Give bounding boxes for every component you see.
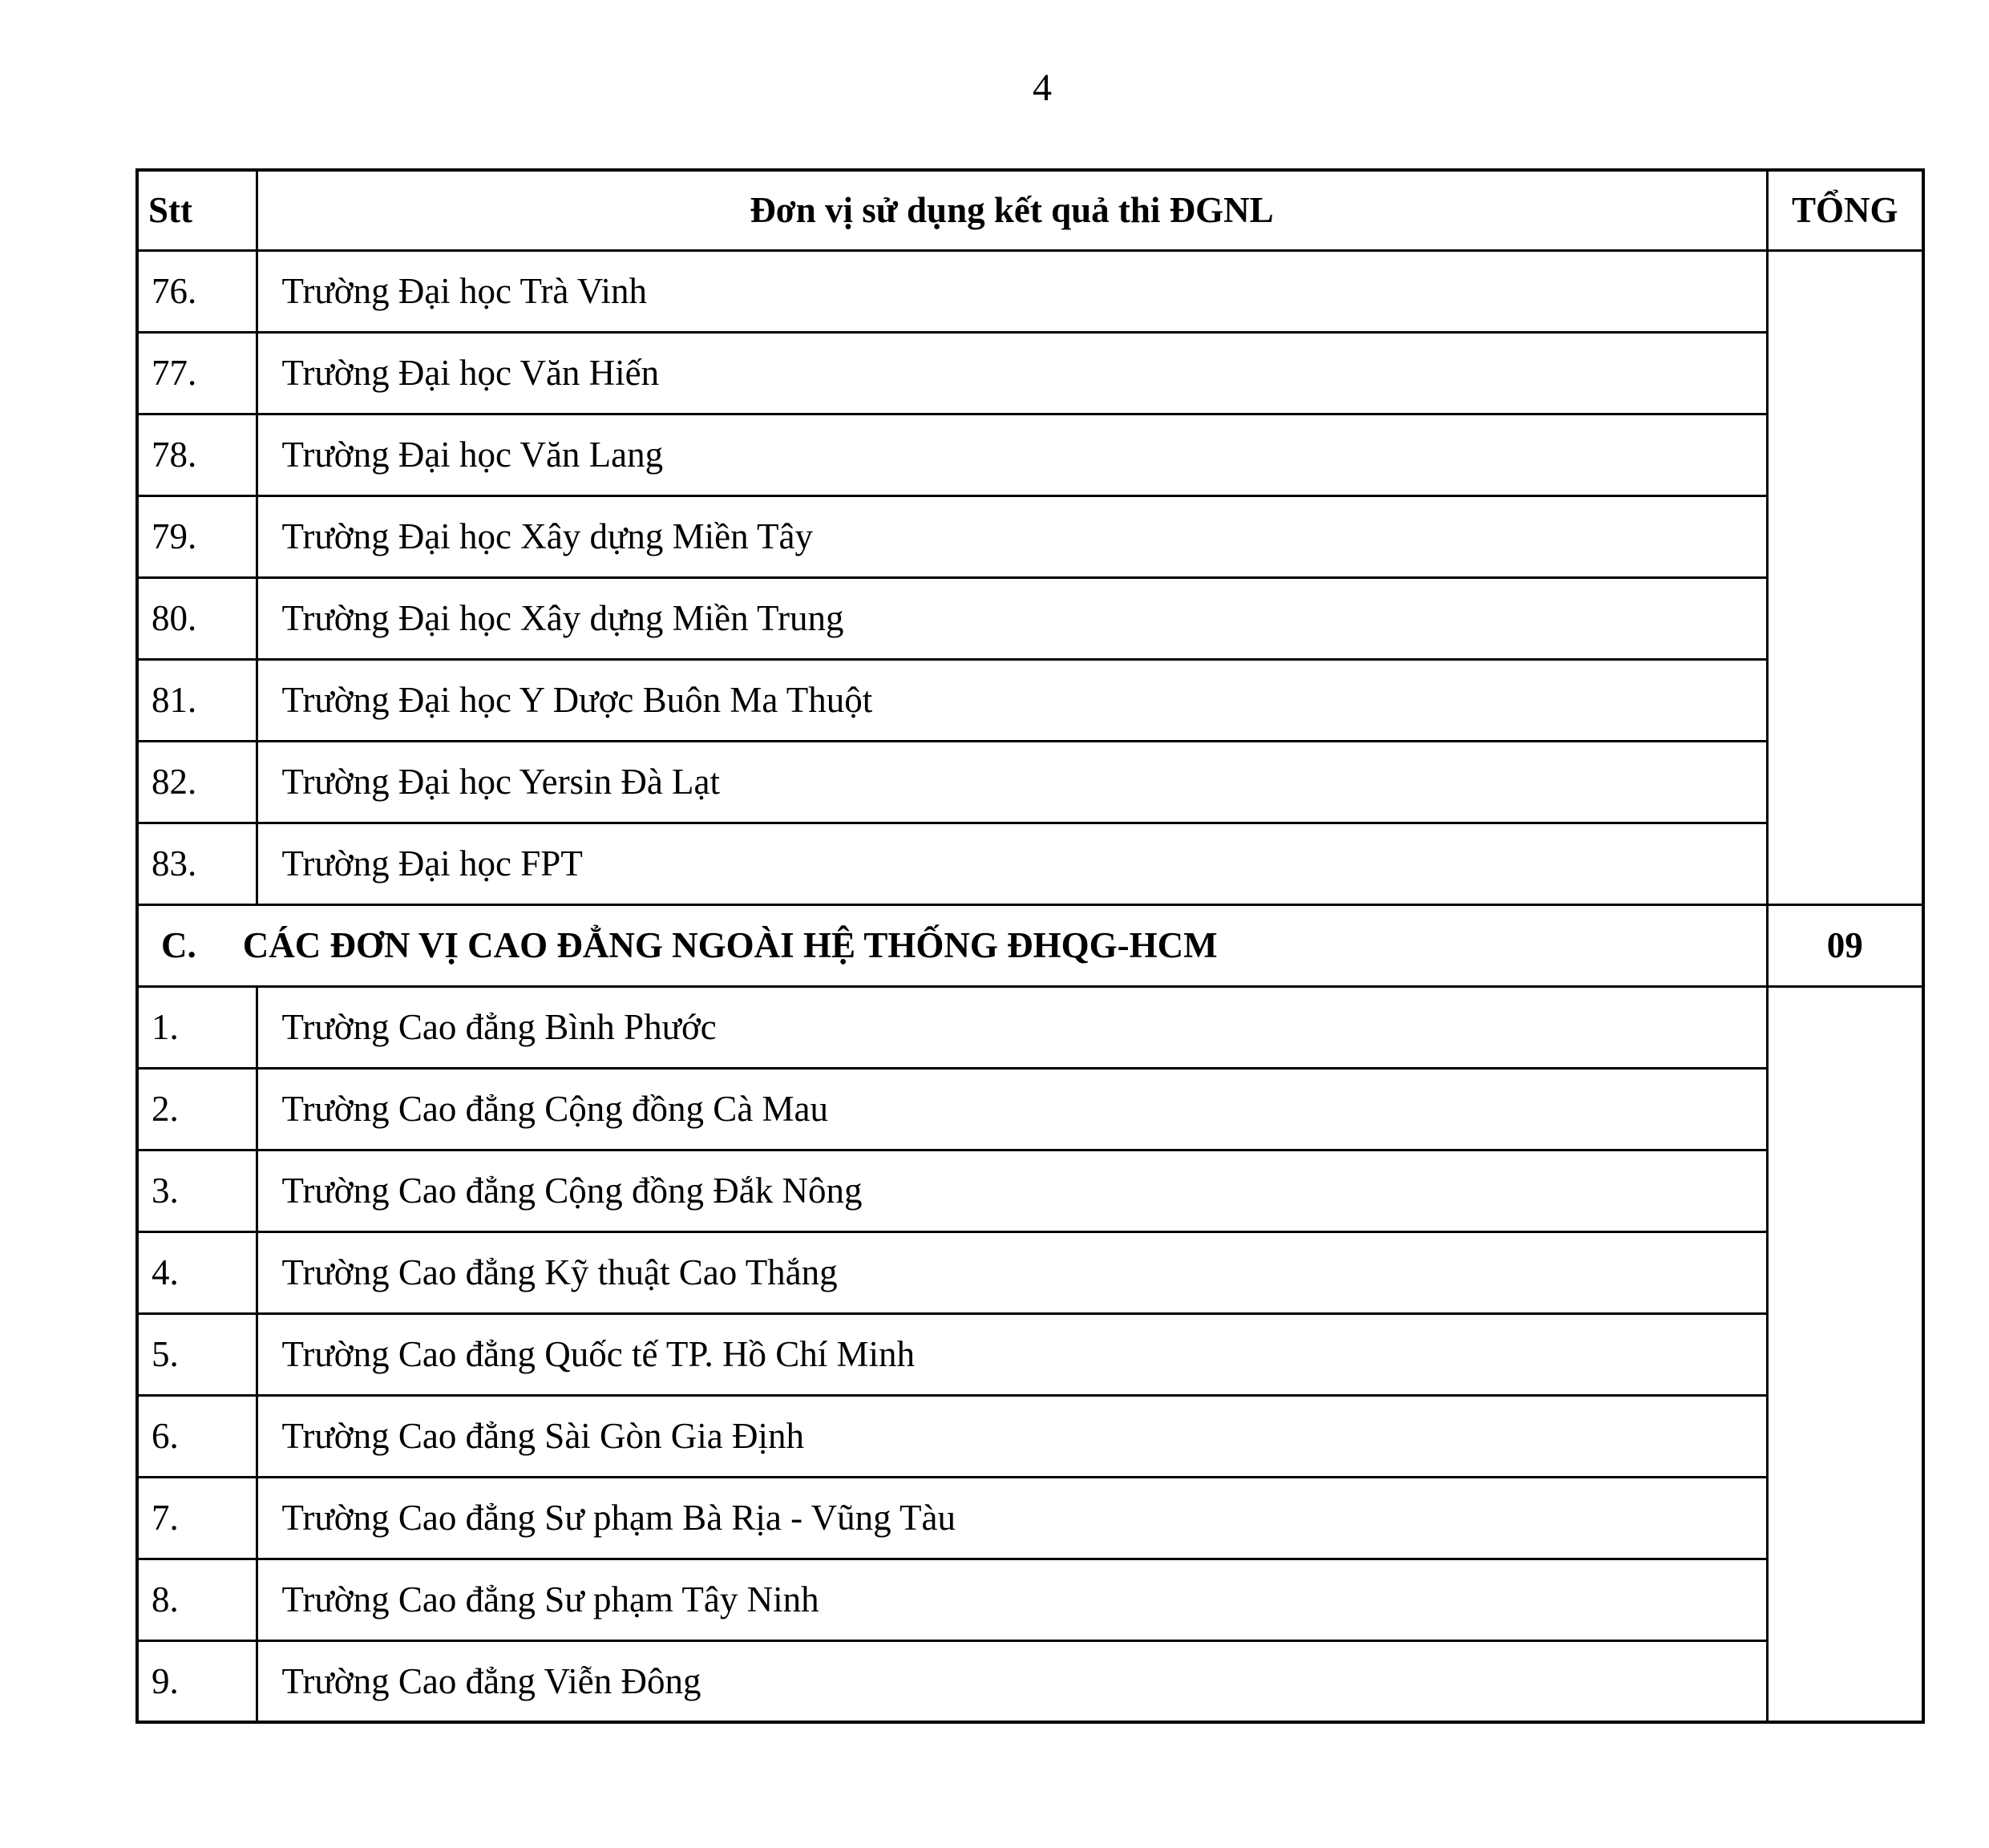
- unit-name-cell: Trường Đại học Văn Hiến: [257, 332, 1767, 414]
- row-number-cell: 76.: [137, 250, 257, 332]
- unit-name-cell: Trường Đại học Văn Lang: [257, 414, 1767, 495]
- unit-name-cell: Trường Cao đẳng Cộng đồng Cà Mau: [257, 1068, 1767, 1150]
- unit-name-cell: Trường Đại học Xây dựng Miền Tây: [257, 495, 1767, 577]
- table-row: [137, 1313, 1923, 1395]
- section-c-title: CÁC ĐƠN VỊ CAO ĐẲNG NGOÀI HỆ THỐNG ĐHQG-HCM: [242, 925, 1218, 965]
- section-c-row: [137, 904, 1923, 986]
- unit-name-cell: Trường Đại học Xây dựng Miền Trung: [257, 577, 1767, 659]
- table-row: [137, 495, 1923, 577]
- table-row: [137, 741, 1923, 823]
- table-row: [137, 332, 1923, 414]
- unit-name-cell: Trường Cao đẳng Quốc tế TP. Hồ Chí Minh: [257, 1313, 1767, 1395]
- unit-name-cell: Trường Cao đẳng Viễn Đông: [257, 1640, 1767, 1722]
- header-total-column: TỔNG: [1767, 170, 1923, 250]
- row-number-cell: 81.: [137, 659, 257, 741]
- table-row: [137, 1395, 1923, 1477]
- unit-name-cell: Trường Cao đẳng Kỹ thuật Cao Thắng: [257, 1231, 1767, 1313]
- row-number-cell: 1.: [137, 986, 257, 1068]
- units-table: [135, 168, 1925, 1724]
- total-empty-cell-group-b: [1767, 250, 1923, 904]
- unit-name-cell: Trường Đại học Yersin Đà Lạt: [257, 741, 1767, 823]
- table-row: [137, 1640, 1923, 1722]
- row-number-cell: 2.: [137, 1068, 257, 1150]
- row-number-cell: 77.: [137, 332, 257, 414]
- table-row: [137, 1477, 1923, 1559]
- unit-name-cell: Trường Đại học FPT: [257, 823, 1767, 904]
- section-c-total: 09: [1767, 904, 1923, 986]
- table-row: [137, 823, 1923, 904]
- table-row: [137, 659, 1923, 741]
- unit-name-cell: Trường Cao đẳng Sư phạm Bà Rịa - Vũng Tàu: [257, 1477, 1767, 1559]
- row-number-cell: 3.: [137, 1150, 257, 1231]
- table-row: [137, 1559, 1923, 1640]
- table-row: [137, 986, 1923, 1068]
- row-number-cell: 80.: [137, 577, 257, 659]
- unit-name-cell: Trường Cao đẳng Sư phạm Tây Ninh: [257, 1559, 1767, 1640]
- section-c-title-cell: [137, 904, 1767, 986]
- unit-name-cell: Trường Cao đẳng Cộng đồng Đắk Nông: [257, 1150, 1767, 1231]
- row-number-cell: 4.: [137, 1231, 257, 1313]
- row-number-cell: 9.: [137, 1640, 257, 1722]
- row-number-cell: 8.: [137, 1559, 257, 1640]
- unit-name-cell: Trường Cao đẳng Sài Gòn Gia Định: [257, 1395, 1767, 1477]
- row-number-cell: 6.: [137, 1395, 257, 1477]
- header-stt: Stt: [137, 170, 257, 250]
- table-row: [137, 414, 1923, 495]
- page-number: 4: [1033, 67, 1052, 109]
- unit-name-cell: Trường Đại học Y Dược Buôn Ma Thuột: [257, 659, 1767, 741]
- header-unit-column: Đơn vị sử dụng kết quả thi ĐGNL: [257, 170, 1767, 250]
- row-number-cell: 83.: [137, 823, 257, 904]
- unit-name-cell: Trường Đại học Trà Vinh: [257, 250, 1767, 332]
- table-row: [137, 577, 1923, 659]
- unit-name-cell: Trường Cao đẳng Bình Phước: [257, 986, 1767, 1068]
- section-c-label: C.: [161, 925, 196, 965]
- table-row: [137, 250, 1923, 332]
- table-row: [137, 1068, 1923, 1150]
- total-empty-cell-group-c: [1767, 986, 1923, 1722]
- row-number-cell: 79.: [137, 495, 257, 577]
- row-number-cell: 7.: [137, 1477, 257, 1559]
- row-number-cell: 82.: [137, 741, 257, 823]
- table-row: [137, 1231, 1923, 1313]
- row-number-cell: 5.: [137, 1313, 257, 1395]
- table-row: [137, 1150, 1923, 1231]
- table-header-row: [137, 170, 1923, 250]
- row-number-cell: 78.: [137, 414, 257, 495]
